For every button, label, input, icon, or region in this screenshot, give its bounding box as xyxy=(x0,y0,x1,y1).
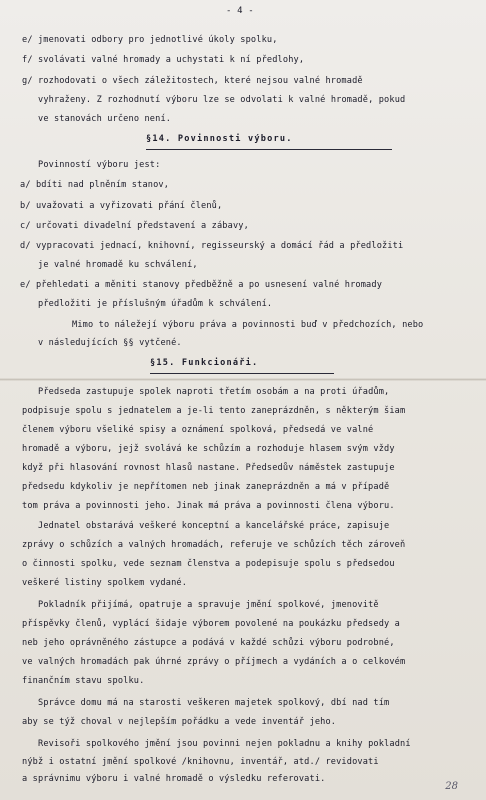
paper-fold xyxy=(0,378,486,381)
text-line: Jednatel obstarává veškeré konceptní a kancelářské práce, zapisuje xyxy=(38,521,390,531)
text-line: neb jeho oprávněného zástupce a podává v každé schůzi výboru podrobné, xyxy=(22,638,395,648)
folio-mark: 28 xyxy=(445,781,458,792)
text-line: b/ uvažovati a vyřizovati přání členů, xyxy=(20,201,223,211)
text-line: aby se týž choval v nejlepším pořádku a vede inventář jeho. xyxy=(22,717,337,727)
text-line: g/ rozhodovati o všech záležitostech, které nejsou valné hromadě xyxy=(22,76,363,86)
text-line: hromadě a výboru, jejž svolává ke schůzím a rozhoduje hlasem svým vždy xyxy=(22,444,395,454)
text-line: Mimo to náležejí výboru práva a povinnosti buď v předchozích, nebo xyxy=(72,320,424,330)
text-line: veškeré listiny spolkem vydané. xyxy=(22,578,188,588)
text-line: tom práva a povinnosti jeho. Jinak má práva a povinnosti člena výboru. xyxy=(22,501,395,511)
text-line: zprávy o schůzích a valných hromadách, referuje ve schůzích těch zároveň xyxy=(22,540,406,550)
text-line: d/ vypracovati jednací, knihovní, regisseurský a domácí řád a předložiti xyxy=(20,241,404,251)
heading-underline xyxy=(146,149,392,150)
text-line: Předseda zastupuje spolek naproti třetím osobám a na proti úřadům, xyxy=(38,387,390,397)
text-line: nýbž i ostatní jmění spolkové /knihovnu, inventář, atd./ revidovati xyxy=(22,757,379,767)
text-line: příspěvky členů, vyplácí šidaje výborem povolené na poukázku předsedy a xyxy=(22,619,400,629)
text-line: vyhraženy. Z rozhodnutí výboru lze se odvolati k valné hromadě, pokud xyxy=(38,95,406,105)
text-line: je valné hromadě ku schválení, xyxy=(38,260,198,270)
section-heading-14: §14. Povinnosti výboru. xyxy=(146,134,293,144)
text-line: ve stanovách určeno není. xyxy=(38,114,172,124)
text-line: e/ přehledati a měniti stanovy předběžně a po usnesení valné hromady xyxy=(20,280,383,290)
text-line: předložiti je příslušným úřadům k schválení. xyxy=(38,299,273,309)
text-line: když při hlasování rovnost hlasů nastane. Předsedův náměstek zastupuje xyxy=(22,463,395,473)
text-line: členem výboru všeliké spisy a oznámení spolková, předsedá ve valné xyxy=(22,425,374,435)
text-line: Revisoři spolkového jmění jsou povinni nejen pokladnu a knihy pokladní xyxy=(38,739,411,749)
text-line: c/ určovati divadelní představení a zábavy, xyxy=(20,221,249,231)
heading-underline xyxy=(150,373,334,374)
text-line: předsedu kdykoliv je nepřítomen neb jinak zaneprázdněn a má v případě xyxy=(22,482,390,492)
page-number: - 4 - xyxy=(226,6,254,16)
text-line: ve valných hromadách pak úhrné zprávy o příjmech a vydáních a o celkovém xyxy=(22,657,406,667)
text-line: Správce domu má na starosti veškeren majetek spolkový, dbí nad tím xyxy=(38,698,390,708)
text-line: a správnimu výboru i valné hromadě o výsledku referovati. xyxy=(22,774,326,784)
text-line: podpisuje spolu s jednatelem a je-li tento zaneprázdněn, s některým šiam xyxy=(22,406,406,416)
section-heading-15: §15. Funkcionáři. xyxy=(150,358,259,368)
text-line: f/ svolávati valné hromady a uchystati k ní předlohy, xyxy=(22,55,305,65)
text-line: e/ jmenovati odbory pro jednotlivé úkoly spolku, xyxy=(22,35,278,45)
text-line: a/ bdíti nad plněním stanov, xyxy=(20,180,170,190)
text-line: Povinností výboru jest: xyxy=(38,160,161,170)
text-line: v následujících §§ vytčené. xyxy=(38,338,182,348)
text-line: finančním stavu spolku. xyxy=(22,676,145,686)
text-line: o činnosti spolku, vede seznam členstva a podepisuje spolu s předsedou xyxy=(22,559,395,569)
text-line: Pokladník přijímá, opatruje a spravuje jmění spolkové, jmenovitě xyxy=(38,600,379,610)
